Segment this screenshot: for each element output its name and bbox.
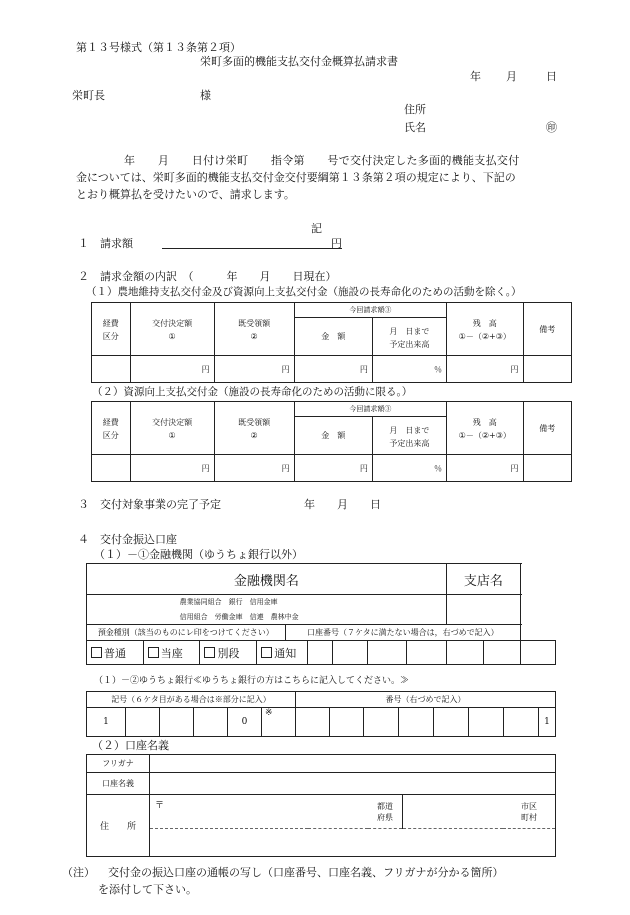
addressee: 栄町長 [72,89,105,102]
kigo-digit[interactable] [160,708,194,737]
bango-digit[interactable]: 1 [539,708,556,737]
bango-label: 番号（右づめで記入） [296,692,556,708]
seal-mark: ㊞ [546,121,557,134]
bank-name-input[interactable] [87,595,172,625]
body-line-1: 年 月 日付け栄町 指令第 号で交付決定した多面的機能支払交付 [124,154,520,167]
cell-made[interactable]: ％ [372,356,446,383]
kigo-digit[interactable] [194,708,228,737]
note-line-1: 交付金の振込口座の通帳の写し（口座番号、口座名義、フリガナが分かる箇所） [108,866,504,879]
kigo-digit[interactable] [126,708,160,737]
section4-sub1: （１）－①金融機関（ゆうちょ銀行以外） [94,548,303,561]
section4-label: 交付金振込口座 [100,533,177,546]
date-month: 月 [506,70,517,83]
account-digit[interactable] [446,641,483,665]
col-kofu: 交付決定額 ① [130,402,214,455]
col-kofu: 交付決定額 ① [130,303,214,356]
branch-name-header: 支店名 [446,564,520,595]
cell-kingaku[interactable]: 円 [294,356,372,383]
cell-kiju[interactable]: 円 [214,356,294,383]
breakdown-table-1 [91,302,572,383]
section4-sub2: （１）－②ゆうちょ銀行≪ゆうちょ銀行の方はこちらに記入してください。≫ [94,676,410,686]
deposit-futsu[interactable]: 普通 [87,641,144,665]
cell-zan[interactable]: 円 [447,455,523,482]
address-detail-input[interactable] [150,829,556,857]
cell-kofu[interactable]: 円 [130,455,214,482]
col-kiju: 既受領額 ② [214,402,294,455]
section2-sub2: （２）資源向上支払交付金（施設の長寿命化のための活動に限る。） [92,386,413,398]
col-keihi: 経費 区分 [92,402,131,455]
section4-number: ４ [78,533,89,546]
address-label: 住所 [404,103,426,116]
section2-number: ２ [78,270,89,283]
date-day: 日 [546,70,557,83]
col-biko: 備考 [523,303,572,356]
body-line-2: 金については、栄町多面的機能支払交付金交付要綱第１３条第２項の規定により、下記の [76,171,516,184]
account-name-input[interactable] [150,773,556,795]
col-kingaku: 金 額 [294,318,372,356]
bank-name-header: 金融機関名 [87,564,447,595]
col-konkai: 今回請求額③ [294,402,446,417]
kigo-label: 記号（６ケタ目がある場合は※部分に記入） [87,692,296,708]
bango-digit[interactable] [504,708,539,737]
cell-made[interactable]: ％ [372,455,446,482]
deposit-betsudan[interactable]: 別段 [200,641,257,665]
col-zan: 残 高 ①－（②+③） [447,303,523,356]
form-number: 第１３号様式（第１３条第２項） [76,41,241,54]
bango-digit[interactable] [330,708,364,737]
deposit-toza[interactable]: 当座 [143,641,200,665]
section2-label: 請求金額の内訳 （ 年 月 日現在） [100,270,337,283]
account-digit[interactable] [368,641,407,665]
kigo-digit[interactable]: 1 [87,708,126,737]
shiku-label: 市区 町村 [503,795,556,829]
section4-sub3: （２）口座名義 [92,739,169,752]
cell-kofu[interactable]: 円 [130,356,214,383]
cell-biko[interactable] [523,455,572,482]
cell-zan[interactable]: 円 [447,356,523,383]
section1-label: 請求額 [100,237,133,250]
ki-heading: 記 [311,222,322,235]
account-name-label: 口座名義 [87,773,150,795]
bango-digit[interactable] [469,708,504,737]
yucho-table [86,691,556,737]
kigo-digit[interactable]: 0 [228,708,262,737]
section2-sub1: （１）農地維持支払交付金及び資源向上支払交付金（施設の長寿命化のための活動を除く。） [86,286,522,298]
col-kiju: 既受領額 ② [214,303,294,356]
bango-digit[interactable] [364,708,399,737]
address-label: 住 所 [87,795,150,857]
todofuken-label: 都道 府県 [368,795,403,829]
account-digit[interactable] [333,641,368,665]
bank-types-1: 農業協同組合 銀行 信用金庫 [172,595,447,610]
account-digit[interactable] [407,641,446,665]
kigo-digit-star[interactable]: ※ [262,708,296,737]
col-biko: 備考 [523,402,572,455]
account-holder-table [86,754,556,857]
bank-types-2: 信用組合 労働金庫 信連 農林中金 [172,610,447,625]
col-konkai: 今回請求額③ [294,303,446,318]
bango-digit[interactable] [434,708,469,737]
bango-digit[interactable] [296,708,330,737]
account-digit[interactable] [308,641,333,665]
section1-number: １ [78,237,89,250]
cell-kingaku[interactable]: 円 [294,455,372,482]
col-made: 月 日まで 予定出来高 [372,318,446,356]
postal-code-input[interactable]: 〒 [150,795,309,829]
branch-name-input[interactable] [446,595,520,625]
body-line-3: とおり概算払を受けたいので、請求します。 [76,188,295,201]
document-title: 栄町多面的機能支払交付金概算払請求書 [200,55,398,68]
date-year: 年 [470,70,481,83]
cell-kiju[interactable]: 円 [214,455,294,482]
bank-table [86,563,556,665]
col-zan: 残 高 ①－（②+③） [447,402,523,455]
section3-date[interactable]: 年 月 日 [304,498,381,511]
account-digit[interactable] [521,641,556,665]
account-number-label: 口座番号（７ケタに満たない場合は，右づめで記入） [285,625,520,641]
deposit-tsuchi[interactable]: 通知 [257,641,308,665]
furigana-label: フリガナ [87,755,150,773]
col-made: 月 日まで 予定出来高 [372,417,446,455]
note-line-2: を添付して下さい。 [98,883,197,896]
furigana-input[interactable] [150,755,556,773]
section1-yen: 円 [331,237,342,250]
deposit-type-label: 預金種別（該当のものにレ印をつけてください） [87,625,286,641]
cell-keihi[interactable] [92,356,131,383]
addressee-honorific: 様 [200,89,211,102]
section3-label: 交付対象事業の完了予定 [100,498,221,511]
todofuken-input[interactable] [308,795,368,829]
note-label: （注） [62,866,95,879]
cell-biko[interactable] [523,356,572,383]
cell-keihi[interactable] [92,455,131,482]
col-keihi: 経費 区分 [92,303,131,356]
breakdown-table-2 [91,401,572,482]
request-amount-field[interactable] [162,236,342,249]
bango-digit[interactable] [399,708,434,737]
section3-number: ３ [78,498,89,511]
account-digit[interactable] [483,641,520,665]
col-kingaku: 金 額 [294,417,372,455]
name-label: 氏名 [404,121,426,134]
shiku-input[interactable] [403,795,504,829]
